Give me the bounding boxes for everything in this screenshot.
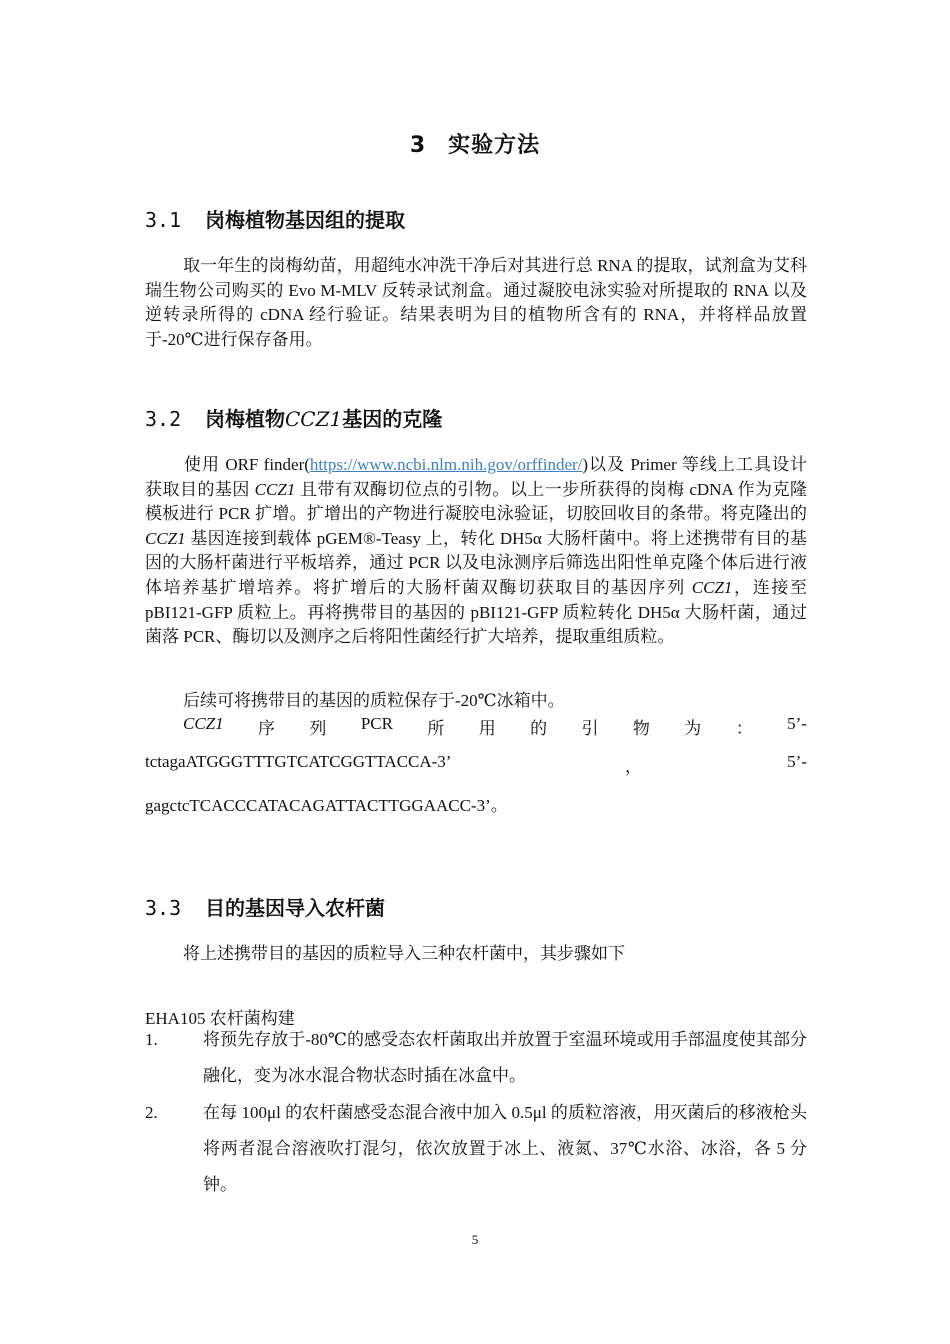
primer-word: 的: [530, 719, 548, 738]
section-title: 岗梅植物基因组的提取: [205, 208, 405, 232]
primer-line-2: [145, 752, 807, 776]
primer-word: 所: [427, 719, 445, 738]
section-title-gene: CCZ1: [285, 407, 343, 431]
page-number: 5: [471, 1232, 479, 1247]
list-number: 2.: [145, 1103, 158, 1122]
primer-word: 引: [581, 719, 599, 738]
paragraph-text: )以及 Primer 等线上工具设计获取目的基因: [145, 455, 807, 499]
list-text: 在每 100μl 的农杆菌感受态混合液中加入 0.5μl 的质粒溶液，用灭菌后的移液枪头将两者混合溶液吹打混匀，依次放置于冰上、液氮、37℃水浴、冰浴，各 5 分钟。: [203, 1103, 807, 1194]
primer-line-3: [145, 791, 807, 816]
section-number: 3.1: [145, 208, 182, 232]
section-heading-3-1: [145, 204, 405, 233]
section-title: 目的基因导入农杆菌: [205, 896, 385, 920]
primer-prefix: 5’-: [787, 752, 807, 771]
paragraph-text: 取一年生的岗梅幼苗，用超纯水冲洗干净后对其进行总 RNA 的提取，试剂盒为艾科瑞生物公司购买的 Evo M-MLV 反转录试剂盒。通过凝胶电泳实验对所提取的 RNA 以及逆转录所得的 cDNA 经行验证。结果表明为目的植物所含有的 RNA，并将样品放置于-20℃进行保存备用。: [145, 256, 807, 349]
primer-line-1: [183, 714, 807, 739]
primer-word: 物: [632, 719, 650, 738]
gene-name: CCZ1: [145, 528, 186, 548]
primer-sequence-reverse: gagctcTCACCCATACAGATTACTTGGAACC-3’。: [145, 796, 508, 815]
chapter-title-text: 实验方法: [448, 133, 541, 158]
section-number: 3.3: [145, 896, 182, 920]
paragraph-text: 基因连接到载体 pGEM®-Teasy 上，转化 DH5α 大肠杆菌中。将上述携带有目的基因的大肠杆菌进行平板培养，通过 PCR 以及电泳测序后筛选出阳性单克隆个体后进行液体培养基扩增培养。将扩增后的大肠杆菌双酶切获取目的基因序列: [145, 528, 807, 597]
primer-word: 序: [258, 719, 276, 738]
primer-word: PCR: [360, 714, 393, 733]
primer-word: 用: [478, 719, 496, 738]
chapter-title: [0, 128, 950, 159]
paragraph-text: 使用 ORF finder(: [183, 455, 310, 474]
paragraph-storage: [145, 689, 807, 714]
primer-separator: ，: [625, 757, 642, 776]
paragraph-3-2: [145, 453, 807, 650]
chapter-number: 3: [409, 133, 427, 158]
section-title-pre: 岗梅植物: [205, 407, 285, 431]
list-text: 将预先存放于-80℃的感受态农杆菌取出并放置于室温环境或用手部温度使其部分融化，变为冰水混合物状态时插在冰盒中。: [203, 1030, 807, 1085]
paragraph-text: 后续可将携带目的基因的质粒保存于-20℃冰箱中。: [183, 691, 565, 710]
primer-word: ：: [735, 719, 753, 738]
paragraph-3-3: [145, 942, 807, 967]
section-number: 3.2: [145, 407, 182, 431]
list-item-2: [145, 1095, 807, 1203]
gene-name: CCZ1: [691, 577, 733, 597]
subheading-text: EHA105 农杆菌构建: [145, 1009, 295, 1028]
paragraph-3-1: [145, 254, 807, 352]
primer-word: 5’-: [787, 714, 807, 733]
section-title-post: 基因的克隆: [342, 407, 443, 431]
paragraph-text: 且带有双酶切位点的引物。以上一步所获得的岗梅 cDNA 作为克隆模板进行 PCR 扩增。扩增出的产物进行凝胶电泳验证，切胶回收目的条带。将克隆出的: [145, 479, 808, 524]
section-heading-3-3: [145, 892, 385, 921]
section-heading-3-2: [145, 403, 442, 432]
primer-word: 列: [309, 719, 327, 738]
primer-word: 为: [684, 719, 702, 738]
gene-name: CCZ1: [183, 714, 224, 733]
list-item-1: [145, 1022, 807, 1094]
orffinder-link[interactable]: https://www.ncbi.nlm.nih.gov/orffinder/: [309, 455, 583, 474]
paragraph-text: ，连接至 pBI121-GFP 质粒上。再将携带目的基因的 pBI121-GFP 质粒转化 DH5α 大肠杆菌，通过菌落 PCR、酶切以及测序之后将阳性菌经行扩大培养，提取重组质粒。: [145, 577, 808, 647]
gene-name: CCZ1: [254, 479, 296, 499]
list-number: 1.: [145, 1030, 158, 1049]
paragraph-text: 将上述携带目的基因的质粒导入三种农杆菌中，其步骤如下: [183, 944, 625, 963]
primer-sequence-forward: tctagaATGGGTTTGTCATCGGTTACCA-3’: [145, 752, 452, 771]
